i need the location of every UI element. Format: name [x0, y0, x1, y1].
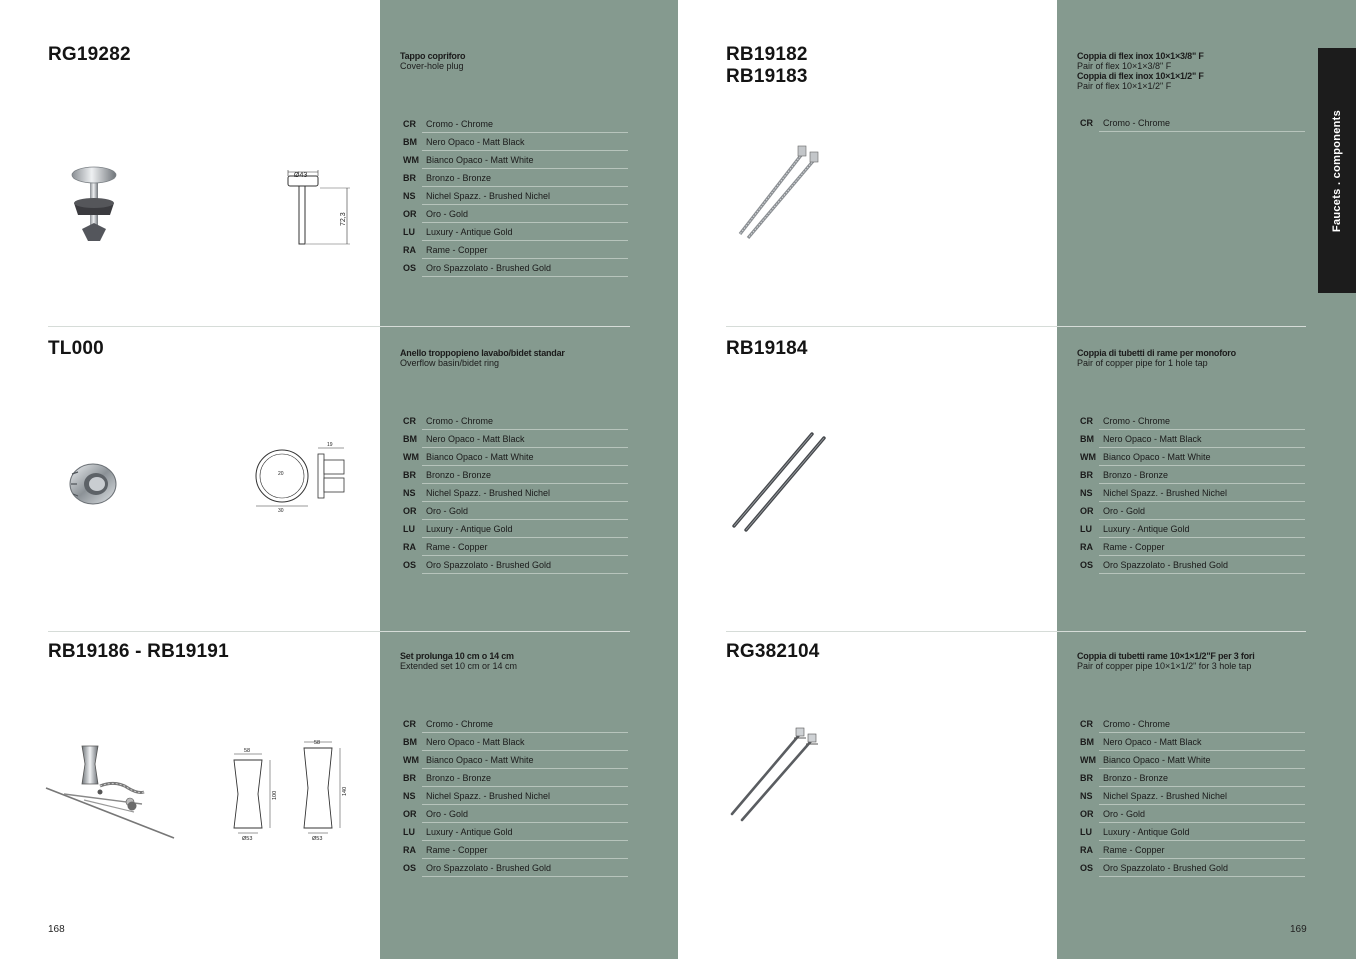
- finish-code: OS: [403, 863, 417, 873]
- finish-name: Nichel Spazz. - Brushed Nichel: [426, 791, 551, 801]
- finish-code: BM: [1080, 434, 1094, 444]
- finish-row: [400, 223, 628, 241]
- finish-row: [1077, 430, 1305, 448]
- finish-name: Rame - Copper: [1103, 845, 1165, 855]
- finish-row: [1077, 769, 1305, 787]
- finish-name: Luxury - Antique Gold: [426, 227, 513, 237]
- finish-row: [400, 205, 628, 223]
- finish-table: [1077, 412, 1305, 574]
- finish-row: [400, 538, 628, 556]
- description-english: Cover-hole plug: [400, 61, 464, 71]
- finish-code: RA: [403, 542, 416, 552]
- finish-code: NS: [403, 191, 416, 201]
- product-description: [400, 348, 565, 368]
- finish-code: CR: [403, 416, 416, 426]
- finish-name: Oro - Gold: [1103, 506, 1146, 516]
- finish-row: [400, 484, 628, 502]
- finish-code: BM: [403, 737, 417, 747]
- finish-name: Oro - Gold: [426, 209, 469, 219]
- finish-name: Oro Spazzolato - Brushed Gold: [1103, 560, 1229, 570]
- finish-row: [400, 430, 628, 448]
- finish-row: [1077, 538, 1305, 556]
- finish-name: Nichel Spazz. - Brushed Nichel: [1103, 488, 1228, 498]
- finish-name: Oro Spazzolato - Brushed Gold: [426, 263, 552, 273]
- flex-hoses-photo: [728, 142, 824, 240]
- dimension-label: Ø43: [294, 172, 308, 179]
- finish-row: [1077, 751, 1305, 769]
- finish-name: Luxury - Antique Gold: [426, 524, 513, 534]
- finish-name: Bianco Opaco - Matt White: [426, 755, 534, 765]
- finish-code: WM: [1080, 452, 1096, 462]
- copper-pipes-3hole-photo: [726, 726, 820, 824]
- finish-code: OR: [403, 506, 417, 516]
- finish-code: CR: [1080, 416, 1093, 426]
- finish-name: Rame - Copper: [1103, 542, 1165, 552]
- description-italian-2: Coppia di flex inox 10×1×1/2" F: [1077, 71, 1204, 81]
- finish-code: BM: [403, 137, 417, 147]
- extension-set-photo: [44, 742, 176, 842]
- finish-name: Luxury - Antique Gold: [426, 827, 513, 837]
- finish-name: Oro Spazzolato - Brushed Gold: [426, 560, 552, 570]
- finish-row: [400, 733, 628, 751]
- section-divider: [726, 631, 1306, 632]
- dimension-label: 20: [278, 471, 284, 477]
- finish-name: Bianco Opaco - Matt White: [426, 452, 534, 462]
- overflow-ring-photo: [66, 460, 120, 508]
- finish-code: OS: [403, 263, 417, 273]
- finish-row: [400, 769, 628, 787]
- finish-name: Nichel Spazz. - Brushed Nichel: [426, 488, 551, 498]
- finish-code: OS: [1080, 863, 1094, 873]
- finish-name: Bronzo - Bronze: [426, 470, 492, 480]
- cover-plug-photo: [68, 165, 120, 247]
- finish-code: BM: [1080, 737, 1094, 747]
- product-code-secondary: RB19183: [726, 66, 808, 87]
- description-italian: Coppia di flex inox 10×1×3/8" F: [1077, 51, 1204, 61]
- dimension-label: 140: [342, 786, 348, 796]
- description-english: Overflow basin/bidet ring: [400, 358, 500, 368]
- category-tab: [1318, 48, 1356, 293]
- cover-plug-drawing: [280, 168, 352, 248]
- finish-code: WM: [403, 155, 419, 165]
- finish-code: RA: [1080, 542, 1093, 552]
- finish-code: OR: [403, 209, 417, 219]
- finish-name: Luxury - Antique Gold: [1103, 524, 1190, 534]
- finish-code: NS: [403, 488, 416, 498]
- copper-pipes-photo: [728, 428, 832, 532]
- finish-row: [400, 823, 628, 841]
- extension-set-drawing: [228, 736, 354, 842]
- finish-code: LU: [403, 524, 415, 534]
- finish-row: [400, 151, 628, 169]
- finish-row: [400, 520, 628, 538]
- finish-name: Cromo - Chrome: [1103, 118, 1171, 128]
- product-description: [1077, 51, 1204, 91]
- finish-row: [1077, 412, 1305, 430]
- finish-row: [1077, 556, 1305, 574]
- finish-name: Oro - Gold: [426, 809, 469, 819]
- finish-row: [400, 787, 628, 805]
- finish-code: LU: [403, 227, 415, 237]
- finish-name: Oro Spazzolato - Brushed Gold: [1103, 863, 1229, 873]
- finish-row: [1077, 466, 1305, 484]
- description-italian: Set prolunga 10 cm o 14 cm: [400, 651, 514, 661]
- finish-row: [1077, 484, 1305, 502]
- description-english: Extended set 10 cm or 14 cm: [400, 661, 518, 671]
- finish-code: LU: [1080, 827, 1092, 837]
- section-divider: [48, 326, 630, 327]
- finish-row: [1077, 841, 1305, 859]
- section-divider: [48, 631, 630, 632]
- finish-row: [1077, 114, 1305, 132]
- finish-row: [400, 502, 628, 520]
- finish-code: CR: [403, 719, 416, 729]
- finish-row: [1077, 823, 1305, 841]
- finish-row: [1077, 787, 1305, 805]
- finish-code: RA: [1080, 845, 1093, 855]
- dimension-label: 19: [327, 442, 333, 448]
- finish-code: OS: [403, 560, 417, 570]
- finish-row: [400, 448, 628, 466]
- finish-code: BM: [403, 434, 417, 444]
- product-code: TL000: [48, 338, 104, 359]
- finish-name: Rame - Copper: [426, 542, 488, 552]
- finish-row: [400, 241, 628, 259]
- category-tab-label: Faucets . components: [1331, 109, 1343, 232]
- product-description: [400, 651, 517, 671]
- finish-row: [400, 556, 628, 574]
- finish-row: [400, 412, 628, 430]
- finish-row: [1077, 502, 1305, 520]
- finish-code: OR: [1080, 506, 1094, 516]
- finish-code: CR: [403, 119, 416, 129]
- finish-name: Luxury - Antique Gold: [1103, 827, 1190, 837]
- finish-name: Bronzo - Bronze: [1103, 470, 1169, 480]
- dimension-label: Ø53: [312, 836, 323, 842]
- finish-code: NS: [1080, 791, 1093, 801]
- product-code: RG382104: [726, 641, 820, 662]
- finish-code: OR: [403, 809, 417, 819]
- product-code: RG19282: [48, 44, 131, 65]
- finish-name: Nero Opaco - Matt Black: [426, 137, 525, 147]
- finish-row: [1077, 733, 1305, 751]
- overflow-ring-drawing: [252, 440, 348, 514]
- finish-code: RA: [403, 845, 416, 855]
- finish-row: [400, 466, 628, 484]
- finish-row: [400, 751, 628, 769]
- finish-name: Cromo - Chrome: [1103, 416, 1171, 426]
- finish-code: RA: [403, 245, 416, 255]
- dimension-label: 30: [278, 508, 284, 514]
- finish-name: Nichel Spazz. - Brushed Nichel: [426, 191, 551, 201]
- description-italian: Coppia di tubetti di rame per monoforo: [1077, 348, 1236, 358]
- finish-code: CR: [1080, 719, 1093, 729]
- finish-name: Bianco Opaco - Matt White: [426, 155, 534, 165]
- finish-name: Nichel Spazz. - Brushed Nichel: [1103, 791, 1228, 801]
- finish-code: WM: [403, 452, 419, 462]
- finish-row: [400, 841, 628, 859]
- finish-row: [400, 133, 628, 151]
- product-code: RB19186 - RB19191: [48, 641, 229, 662]
- description-italian: Anello troppopieno lavabo/bidet standar: [400, 348, 565, 358]
- finish-code: OR: [1080, 809, 1094, 819]
- page-number-left: 168: [48, 924, 65, 935]
- finish-row: [1077, 448, 1305, 466]
- finish-name: Cromo - Chrome: [426, 416, 494, 426]
- dimension-label: Ø53: [242, 836, 253, 842]
- finish-table: [1077, 114, 1305, 132]
- finish-name: Nero Opaco - Matt Black: [426, 737, 525, 747]
- finish-code: NS: [1080, 488, 1093, 498]
- description-english: Pair of copper pipe for 1 hole tap: [1077, 358, 1208, 368]
- finish-code: WM: [403, 755, 419, 765]
- finish-code: LU: [403, 827, 415, 837]
- finish-code: BR: [1080, 773, 1093, 783]
- finish-row: [400, 259, 628, 277]
- product-description: [1077, 651, 1255, 671]
- product-description: [1077, 348, 1236, 368]
- description-italian: Coppia di tubetti rame 10×1×1/2"F per 3 fori: [1077, 651, 1255, 661]
- finish-code: BR: [403, 173, 416, 183]
- dimension-label: 58: [244, 748, 251, 754]
- finish-name: Cromo - Chrome: [1103, 719, 1171, 729]
- finish-code: OS: [1080, 560, 1094, 570]
- finish-name: Oro - Gold: [1103, 809, 1146, 819]
- finish-name: Nero Opaco - Matt Black: [1103, 737, 1202, 747]
- finish-code: WM: [1080, 755, 1096, 765]
- finish-code: CR: [1080, 118, 1093, 128]
- finish-code: NS: [403, 791, 416, 801]
- finish-row: [400, 115, 628, 133]
- finish-name: Bronzo - Bronze: [1103, 773, 1169, 783]
- finish-name: Nero Opaco - Matt Black: [426, 434, 525, 444]
- dimension-label: 100: [272, 790, 278, 800]
- finish-table: [1077, 715, 1305, 877]
- finish-name: Oro - Gold: [426, 506, 469, 516]
- finish-row: [400, 187, 628, 205]
- finish-name: Bianco Opaco - Matt White: [1103, 755, 1211, 765]
- finish-code: BR: [403, 470, 416, 480]
- product-description: [400, 51, 465, 71]
- finish-name: Oro Spazzolato - Brushed Gold: [426, 863, 552, 873]
- finish-row: [1077, 520, 1305, 538]
- finish-name: Rame - Copper: [426, 245, 488, 255]
- finish-row: [400, 715, 628, 733]
- finish-table: [400, 115, 628, 277]
- finish-name: Cromo - Chrome: [426, 119, 494, 129]
- page-number-right: 169: [1290, 924, 1307, 935]
- finish-code: LU: [1080, 524, 1092, 534]
- product-code: RB19184: [726, 338, 808, 359]
- dimension-label: 72,3: [340, 212, 347, 226]
- finish-name: Bianco Opaco - Matt White: [1103, 452, 1211, 462]
- finish-table: [400, 715, 628, 877]
- finish-row: [400, 805, 628, 823]
- finish-row: [400, 169, 628, 187]
- finish-table: [400, 412, 628, 574]
- finish-name: Cromo - Chrome: [426, 719, 494, 729]
- description-english-2: Pair of flex 10×1×1/2" F: [1077, 81, 1172, 91]
- description-italian: Tappo copriforo: [400, 51, 466, 61]
- finish-code: BR: [1080, 470, 1093, 480]
- section-divider: [726, 326, 1306, 327]
- finish-name: Nero Opaco - Matt Black: [1103, 434, 1202, 444]
- finish-row: [400, 859, 628, 877]
- finish-name: Rame - Copper: [426, 845, 488, 855]
- description-english: Pair of flex 10×1×3/8" F: [1077, 61, 1172, 71]
- description-english: Pair of copper pipe 10×1×1/2" for 3 hole tap: [1077, 661, 1252, 671]
- dimension-label: 58: [314, 740, 321, 746]
- finish-row: [1077, 715, 1305, 733]
- finish-name: Bronzo - Bronze: [426, 773, 492, 783]
- finish-row: [1077, 859, 1305, 877]
- finish-code: BR: [403, 773, 416, 783]
- product-code: RB19182: [726, 44, 808, 65]
- finish-name: Bronzo - Bronze: [426, 173, 492, 183]
- finish-row: [1077, 805, 1305, 823]
